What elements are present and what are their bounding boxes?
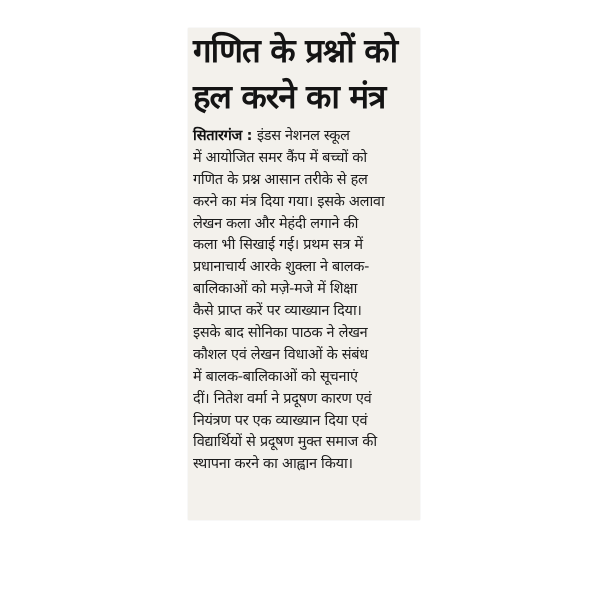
body-line: प्रधानाचार्य आरके शुक्ला ने बालक- bbox=[193, 259, 370, 276]
body-line: कला भी सिखाई गई। प्रथम सत्र में bbox=[193, 237, 363, 254]
first-line-text: इंडस नेशनल स्कूल bbox=[256, 128, 350, 144]
body-line: नियंत्रण पर एक व्याख्यान दिया एवं bbox=[193, 412, 368, 429]
article-headline bbox=[193, 28, 419, 120]
body-line: में आयोजित समर कैंप में बच्चों को bbox=[193, 149, 367, 166]
dateline: सितारगंज bbox=[193, 128, 242, 144]
body-line: लेखन कला और मेहंदी लगाने की bbox=[193, 215, 359, 232]
headline-line-2: हल करने का मंत्र bbox=[193, 77, 386, 116]
body-line: कैसे प्राप्त करें पर व्याख्यान दिया। bbox=[193, 303, 362, 320]
dateline-separator: : bbox=[241, 128, 257, 144]
body-line: बालिकाओं को मज़े-मजे में शिक्षा bbox=[193, 281, 358, 298]
body-line: करने का मंत्र दिया गया। इसके अलावा bbox=[193, 193, 385, 210]
body-line: इसके बाद सोनिका पाठक ने लेखन bbox=[193, 325, 368, 342]
body-line: कौशल एवं लेखन विधाओं के संबंध bbox=[193, 346, 368, 363]
headline-line-1: गणित के प्रश्नों को bbox=[193, 31, 398, 70]
body-line: में बालक-बालिकाओं को सूचनाएं bbox=[193, 368, 358, 385]
body-line: दीं। नितेश वर्मा ने प्रदूषण कारण एवं bbox=[193, 390, 372, 407]
body-line-first bbox=[193, 126, 421, 148]
body-line: विद्यार्थियों से प्रदूषण मुक्त समाज की bbox=[193, 434, 377, 451]
body-line: गणित के प्रश्न आसान तरीके से हल bbox=[193, 171, 368, 188]
article-body bbox=[193, 126, 421, 476]
body-line: स्थापना करने का आह्वान किया। bbox=[193, 456, 353, 473]
